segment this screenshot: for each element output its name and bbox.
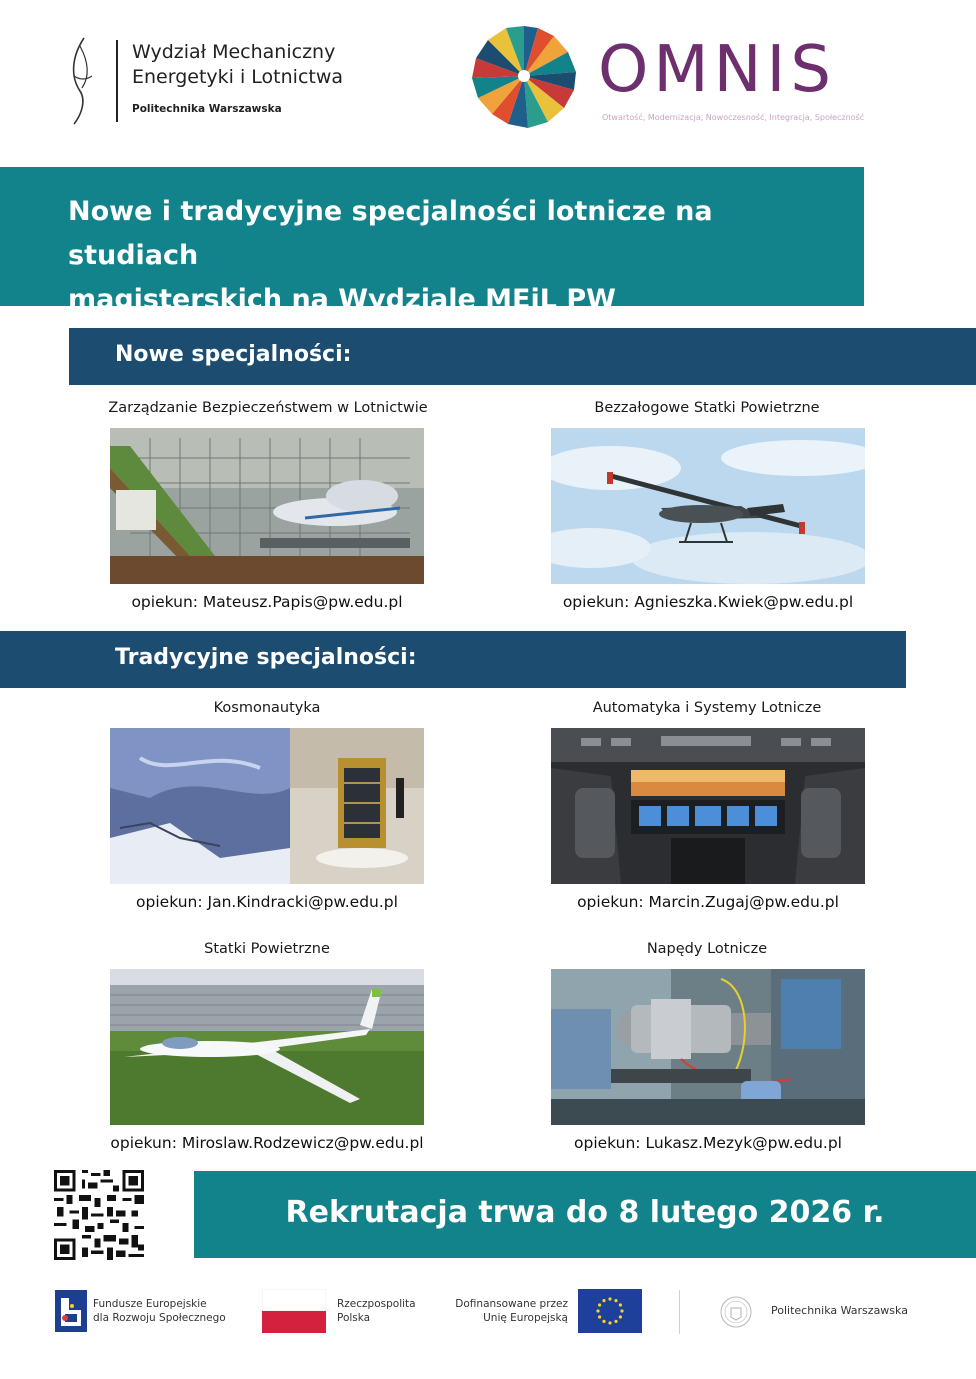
section-traditional-specialties [0, 631, 906, 688]
fe-caption [93, 1297, 226, 1325]
fe-caption-line1: Fundusze Europejskie [93, 1298, 207, 1310]
faculty-logo-icon [66, 36, 96, 126]
spec-title-avionics: Automatyka i Systemy Lotnicze [592, 700, 822, 716]
section-new-label: Nowe specjalności: [115, 342, 352, 367]
spec-contact-uav[interactable]: opiekun: Agnieszka.Kwiek@pw.edu.pl [562, 593, 854, 611]
omnis-logo-icon [470, 22, 578, 130]
rp-caption-line1: Rzeczpospolita [337, 1298, 416, 1310]
recruitment-text: Rekrutacja trwa do 8 lutego 2026 r. [285, 1195, 885, 1230]
faculty-name [132, 40, 343, 90]
qr-code-icon[interactable] [54, 1170, 144, 1260]
header-divider [116, 40, 118, 122]
section-new-specialties [69, 328, 976, 385]
spec-title-safety: Zarządzanie Bezpieczeństwem w Lotnictwie [108, 400, 428, 416]
eu-caption-line1: Dofinansowane przez [455, 1298, 568, 1310]
fe-caption-line2: dla Rozwoju Społecznego [93, 1312, 226, 1324]
omnis-title: OMNIS [598, 33, 836, 107]
pw-emblem-icon [719, 1295, 753, 1329]
faculty-name-line2: Energetyki i Lotnictwa [132, 66, 344, 88]
spec-title-cosmonautics: Kosmonautyka [213, 700, 321, 716]
recruitment-banner [194, 1171, 976, 1258]
eu-caption [440, 1297, 568, 1325]
safety-lab-photo [110, 428, 424, 584]
page-title-line2: magisterskich na Wydziale MEiL PW [68, 284, 616, 315]
faculty-university: Politechnika Warszawska [132, 103, 282, 115]
spec-title-uav: Bezzałogowe Statki Powietrzne [594, 400, 820, 416]
spec-contact-aircraft[interactable]: opiekun: Miroslaw.Rodzewicz@pw.edu.pl [110, 1134, 424, 1152]
drone-photo [551, 428, 865, 584]
page-title-line1: Nowe i tradycyjne specjalności lotnicze na studiach [68, 196, 713, 271]
cockpit-photo [551, 728, 865, 884]
rp-caption [337, 1297, 416, 1325]
spec-contact-safety[interactable]: opiekun: Mateusz.Papis@pw.edu.pl [131, 593, 403, 611]
spec-title-aircraft: Statki Powietrzne [204, 941, 330, 957]
section-traditional-label: Tradycyjne specjalności: [115, 645, 417, 670]
spec-contact-cosmonautics[interactable]: opiekun: Jan.Kindracki@pw.edu.pl [136, 893, 398, 911]
fe-logo-icon [55, 1290, 87, 1332]
spec-contact-propulsion[interactable]: opiekun: Lukasz.Mezyk@pw.edu.pl [574, 1134, 842, 1152]
eu-caption-line2: Unię Europejską [483, 1312, 568, 1324]
spec-contact-avionics[interactable]: opiekun: Marcin.Zugaj@pw.edu.pl [577, 893, 839, 911]
rp-caption-line2: Polska [337, 1312, 371, 1324]
spec-title-propulsion: Napędy Lotnicze [646, 941, 768, 957]
faculty-name-line1: Wydział Mechaniczny [132, 41, 336, 63]
footer-divider [679, 1290, 680, 1334]
eu-flag-icon [578, 1289, 642, 1333]
glider-photo [110, 969, 424, 1125]
satellite-photo [110, 728, 424, 884]
engine-photo [551, 969, 865, 1125]
omnis-tagline: Otwartość, Modernizacja, Nowoczesność, Integracja, Społeczność [602, 113, 865, 122]
page-title [68, 190, 848, 322]
pw-caption: Politechnika Warszawska [771, 1304, 908, 1317]
polish-flag-icon [262, 1289, 326, 1333]
